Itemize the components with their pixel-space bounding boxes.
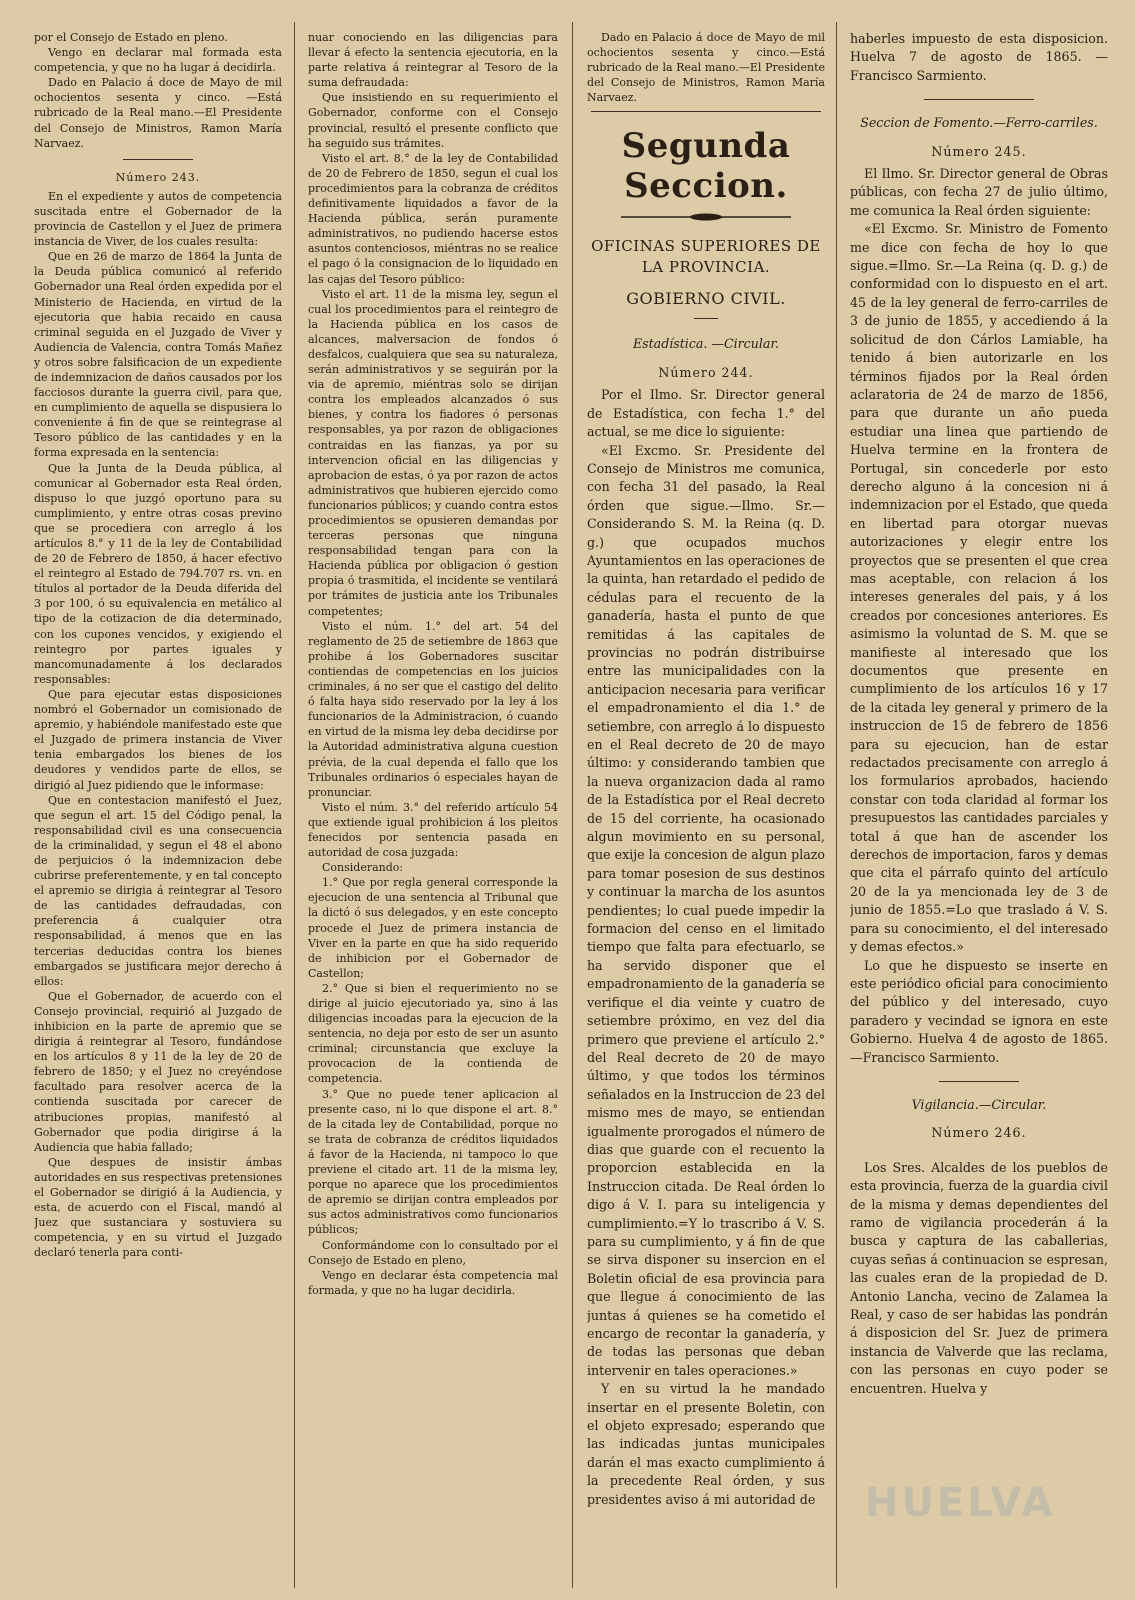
paragraph: Que despues de insistir ámbas autoridades en sus respectivas pretensiones el Gobernador se dirigió á la Audiencia, y esta, de acuerdo con el Fiscal, mandó al Juez que sustanciara y sostuviera su competencia, y en su virtud el Juzgado declaró tenerla para conti- bbox=[34, 1155, 282, 1260]
subsection-heading: Seccion de Fomento.—Ferro-carriles. bbox=[860, 115, 1098, 131]
paragraph: «El Excmo. Sr. Presidente del Consejo de Ministros me comunica, con fecha 31 del pasado, la Real órden que sigue.—Ilmo. Sr.—Considerando S. M. la Reina (q. D. g.) que ocupados muchos Ayuntamientos en las operaciones de la quinta, han retardado el pedido de cédulas para el recuento de la ganadería, hasta el punto de que remitidas á las capitales de provincias no podrán distribuirse entre las municipalidades con la anticipacion necesaria para verificar el empadronamiento el dia 1.° de setiembre, con arreglo á lo dispuesto en el Real decreto de 20 de mayo último: y considerando tambien que la nueva organizacion dada al ramo de la Estadística por el Real decreto de 15 del corriente, ha ocasionado algun movimiento en su personal, que exije la concesion de algun plazo para tomar posesion de sus destinos y continuar la marcha de los asuntos pendientes; lo cual puede impedir la formacion del censo en el limitado tiempo que falta para efectuarlo, se ha servido disponer que el empadronamiento de la ganadería se verifique el dia veinte y cuatro de setiembre próximo, en vez del dia primero que previene el artículo 2.° del Real decreto de 20 de mayo último, y que todos los términos señalados en la Instruccion de 23 del mismo mes de mayo, se entiendan igualmente prorogados el número de dias que guarde con el recuento la proporcion establecida en la Instruccion citada. De Real órden lo digo á V. I. para su inteligencia y cumplimiento.=Y lo trascribo á V. S. para su cumplimiento, y á fin de que se sirva disponer su insercion en el Boletin oficial de esa provincia para que llegue á conocimiento de las juntas á quienes se ha cometido el encargo de recontar la ganadería, y de todas las personas que deban intervenir en tales operaciones.» bbox=[587, 442, 825, 1378]
paragraph: Visto el núm. 3.° del referido artículo 54 que extiende igual prohibicion á los pleitos fenecidos por sentencia pasada en autoridad de cosa juzgada: bbox=[308, 800, 558, 860]
decree-number: Número 243. bbox=[115, 170, 201, 184]
paragraph: nuar conociendo en las diligencias para llevar á efecto la sentencia ejecutoria, en la parte relativa á reintegrar al Tesoro de la suma defraudada: bbox=[308, 31, 558, 90]
paragraph: Vengo en declarar ésta competencia mal formada, y que no ha lugar decidirla. bbox=[308, 1268, 558, 1297]
paragraph: 1.° Que por regla general corresponde la ejecucion de una sentencia al Tribunal que la dictó ó sus delegados, y en este concepto procede el Juez de primera instancia de Viver en la parte en que ha sido requerido de inhibicion por el Gobernador de Castellon; bbox=[308, 876, 558, 980]
library-watermark bbox=[865, 1480, 1075, 1560]
ornament-rule-icon bbox=[621, 212, 791, 222]
column-3 bbox=[587, 30, 825, 1590]
paragraph: Visto el art. 11 de la misma ley, segun el cual los procedimientos para el reintegro de la Hacienda pública en los casos de alcances, malversacion de fondos ó desfalcos, cualquiera que sea su naturaleza, serán administrativos y se seguirán por la via de apremio, miéntras solo se dirijan contra los empleados alcanzados ó sus bienes, y contra los fiadores ó personas responsables, ya por razon de obligaciones contraidas en las fianzas, ya por su intervencion oficial en las diligencias y aprobacion de estas, ó ya por razon de actos administrativos que hubieren ejercido como funcionarios públicos; y cuando contra estos procedimientos se opusieren demandas por terceras personas que ninguna responsabilidad tengan para con la Hacienda pública por obligacion ó gestion propia ó trasmitida, el incidente se ventilará por trámites de justicia ante los Tribunales competentes; bbox=[308, 287, 558, 618]
column-rule bbox=[294, 22, 295, 1588]
decree-number: Número 244. bbox=[658, 364, 754, 380]
paragraph: Visto el art. 8.° de la ley de Contabilidad de 20 de Febrero de 1850, segun el cual los procedimientos para la cobranza de créditos definitivamente liquidados a favor de la Hacienda pública, serán puramente administrativos, no pudiendo hacerse estos asuntos contenciosos, miéntras no se realice el pago ó la consignacion de lo liquidado en las cajas del Tesoro público: bbox=[308, 151, 558, 286]
divider bbox=[591, 111, 821, 112]
paragraph: En el expediente y autos de competencia suscitada entre el Gobernador de la provincia de Castellon y el Juez de primera instancia de Viver, de los cuales resulta: bbox=[34, 189, 282, 249]
paragraph: Lo que he dispuesto se inserte en este periódico oficial para conocimiento del público y del interesado, cuyo paradero y vecindad se ignora en este Gobierno. Huelva 4 de agosto de 1865.—Francisco Sarmiento. bbox=[850, 957, 1108, 1065]
subsection-heading: Estadística. —Circular. bbox=[632, 336, 780, 352]
paragraph: El Ilmo. Sr. Director general de Obras públicas, con fecha 27 de julio último, me comunica la Real órden siguiente: bbox=[850, 166, 1108, 218]
section-title: Segunda Seccion. bbox=[621, 126, 791, 207]
office-heading: OFICINAS SUPERIORES DE LA PROVINCIA. bbox=[591, 237, 821, 277]
decree-number: Número 245. bbox=[931, 143, 1027, 159]
decree-number: Número 246. bbox=[931, 1125, 1027, 1141]
paragraph: Que para ejecutar estas disposiciones nombró el Gobernador un comisionado de apremio, y habiéndole manifestado este que el Juzgado de primera instancia de Viver tenia embargados los bienes de los deudores y vendidos parte de ellos, se dirigió al Juez pidiendo que le informase: bbox=[34, 687, 282, 792]
column-rule bbox=[572, 22, 573, 1588]
paragraph: Visto el núm. 1.° del art. 54 del reglamento de 25 de setiembre de 1863 que prohibe á los Gobernadores suscitar contiendas de competencias en los juicios criminales, á no ser que el castigo del delito ó falta haya sido reservado por la ley á los funcionarios de la Administracion, ó cuando en virtud de la misma ley deba decidirse por la Autoridad administrativa alguna cuestion prévia, de la cual dependa el fallo que los Tribunales ordinarios ó especiales hayan de pronunciar. bbox=[308, 619, 558, 799]
paragraph: Los Sres. Alcaldes de los pueblos de esta provincia, fuerza de la guardia civil de la misma y demas dependientes del ramo de vigilancia procederán á la busca y captura de las caballerias, cuyas señas á continuacion se espresan, las cuales eran de la propiedad de D. Antonio Lancha, vecino de Zalamea la Real, y caso de ser habidas las pondrán á disposicion del Sr. Juez de primera instancia de Valverde que las reclama, con las personas en cuyo poder se encuentren. Huelva y bbox=[850, 1159, 1108, 1396]
divider bbox=[123, 159, 193, 160]
divider bbox=[939, 1081, 1019, 1082]
column-4 bbox=[850, 30, 1108, 1590]
paragraph: por el Consejo de Estado en pleno. bbox=[34, 31, 228, 44]
paragraph: Que el Gobernador, de acuerdo con el Consejo provincial, requirió al Juzgado de inhibicion en la parte de apremio que se dirigia á reintegrar al Tesoro, fundándose en los artículos 8 y 11 de la ley de 20 de febrero de 1850; y el Juez no creyéndose facultado para resolver acerca de la contienda suscitada por carecer de atribuciones propias, manifestó al Gobernador que podia dirigirse á la Audiencia que habia fallado; bbox=[34, 989, 282, 1154]
paragraph: Por el Ilmo. Sr. Director general de Estadística, con fecha 1.° del actual, se me dice lo siguiente: bbox=[587, 387, 825, 440]
paragraph: Dado en Palacio á doce de Mayo de mil ochocientos sesenta y cinco. —Está rubricado de la Real mano.—El Presidente del Consejo de Ministros, Ramon María Narvaez. bbox=[34, 76, 282, 150]
paragraph: Dado en Palacio á doce de Mayo de mil ochocientos sesenta y cinco.—Está rubricado de la Real mano.—El Presidente del Consejo de Ministros, Ramon María Narvaez. bbox=[587, 31, 825, 105]
column-rule bbox=[836, 22, 837, 1588]
paragraph: 2.° Que si bien el requerimiento no se dirige al juicio ejecutoriado ya, sino á las diligencias incoadas para la ejecucion de la sentencia, no deja por esto de ser un asunto criminal; circunstancia que excluye la provocacion de la contienda de competencia. bbox=[308, 981, 558, 1086]
paragraph: Que insistiendo en su requerimiento el Gobernador, conforme con el Consejo provincial, resultó el presente conflicto que ha seguido sus trámites. bbox=[308, 91, 558, 150]
paragraph: Que en contestacion manifestó el Juez, que segun el art. 15 del Código penal, la responsabilidad civil es una consecuencia de la criminalidad, y segun el 48 el abono de perjuicios ó la indemnizacion debe cubrirse preferentemente, y en tal concepto el apremio se dirigia á reintegrar al Tesoro de las cantidades defraudadas, con preferencia á cualquier otra responsabilidad, á menos que en las tercerias deducidas contra los bienes embargados se justificara mejor derecho á ellos: bbox=[34, 793, 282, 988]
paragraph: Considerando: bbox=[322, 861, 404, 875]
gobierno-heading: GOBIERNO CIVIL. bbox=[626, 289, 786, 309]
column-2 bbox=[308, 30, 558, 1590]
divider bbox=[924, 99, 1034, 100]
paragraph: 3.° Que no puede tener aplicacion al presente caso, ni lo que dispone el art. 8.° de la citada ley de Contabilidad, porque no se trata de cobranza de créditos liquidados á favor de la Hacienda, ni tampoco lo que previene el citado art. 11 de la misma ley, porque no aparece que los procedimientos de apremio se dirijan contra empleados por sus actos administrativos como funcionarios públicos; bbox=[308, 1087, 558, 1237]
watermark-text: HUELVA bbox=[865, 1480, 1056, 1526]
paragraph: Vengo en declarar mal formada esta competencia, y que no ha lugar á decidirla. bbox=[34, 46, 282, 75]
paragraph: Que en 26 de marzo de 1864 la Junta de la Deuda pública comunicó al referido Gobernador una Real órden expedida por el Ministerio de Hacienda, en virtud de la ejecutoria que habia recaido en causa criminal seguida en el Juzgado de Viver y Audiencia de Valencia, contra Tomás Mañez y otros sobre falsificacion de un expediente de indemnizacion de daños causados por los facciosos durante la guerra civil, para que, en cumplimiento de aquella se dispusiera lo conveniente á fin de que se reintegrase al Tesoro público de las cantidades y en la forma expresada en la sentencia: bbox=[34, 250, 282, 460]
paragraph: haberles impuesto de esta disposicion. Huelva 7 de agosto de 1865. —Francisco Sarmiento. bbox=[850, 31, 1108, 83]
column-1 bbox=[34, 30, 282, 1590]
paragraph: Conformándome con lo consultado por el Consejo de Estado en pleno, bbox=[308, 1238, 558, 1267]
paragraph: «El Excmo. Sr. Ministro de Fomento me dice con fecha de hoy lo que sigue.=Ilmo. Sr.—La Reina (q. D. g.) de conformidad con lo dispuesto en el art. 45 de la ley general de ferro-carriles de 3 de junio de 1855, y accediendo á la solicitud de don Cárlos Lamiable, ha tenido á bien autorizarle en los términos fijados por la Real órden aclaratoria de 24 de marzo de 1856, para que durante un año pueda estudiar una linea que partiendo de Huelva termine en la frontera de Portugal, sin concederle por esto derecho alguno á la concesion ni á indemnizacion por el Estado, que queda en libertad para otorgar nuevas autorizaciones y elegir entre los proyectos que se presenten el que crea mas aceptable, con relacion á los intereses generales del pais, y á los creados por concesiones anteriores. Es asimismo la voluntad de S. M. que se manifieste al interesado que los documentos que presente en cumplimiento de los artículos 16 y 17 de la citada ley general y primero de la instruccion de 15 de febrero de 1856 para su ejecucion, han de estar redactados precisamente con arreglo á los formularios aprobados, haciendo constar con toda claridad al formar los presupuestos las cantidades parciales y total á que han de ascender los derechos de importacion, faros y demas que cita el párrafo quinto del artículo 20 de la ya mencionada ley de 3 de junio de 1855.=Lo que traslado á V. S. para su conocimiento, el del interesado y demas efectos.» bbox=[850, 221, 1108, 955]
paragraph: Que la Junta de la Deuda pública, al comunicar al Gobernador esta Real órden, dispuso lo que juzgó oportuno para su cumplimiento, y entre otras cosas previno que se procediera con arreglo á los artículos 8.° y 11 de la ley de Contabilidad de 20 de Febrero de 1850, á hacer efectivo el reintegro al Estado de 794.707 rs. vn. en títulos al portador de la Deuda diferida del 3 por 100, ó su equivalencia en metálico al tipo de la cotizacion de dia determinado, con los cupones vencidos, y exigiendo el reintegro por partes iguales y mancomunadamente á los declarados responsables: bbox=[34, 461, 282, 686]
divider bbox=[694, 318, 718, 319]
subsection-heading: Vigilancia.—Circular. bbox=[911, 1096, 1047, 1112]
ornament-rule bbox=[587, 212, 825, 222]
paragraph: Y en su virtud la he mandado insertar en el presente Boletin, con el objeto expresado; esperando que las indicadas juntas municipales darán el mas exacto cumplimiento á la precedente Real órden, y sus presidentes aviso á mi autoridad de bbox=[587, 1381, 825, 1507]
